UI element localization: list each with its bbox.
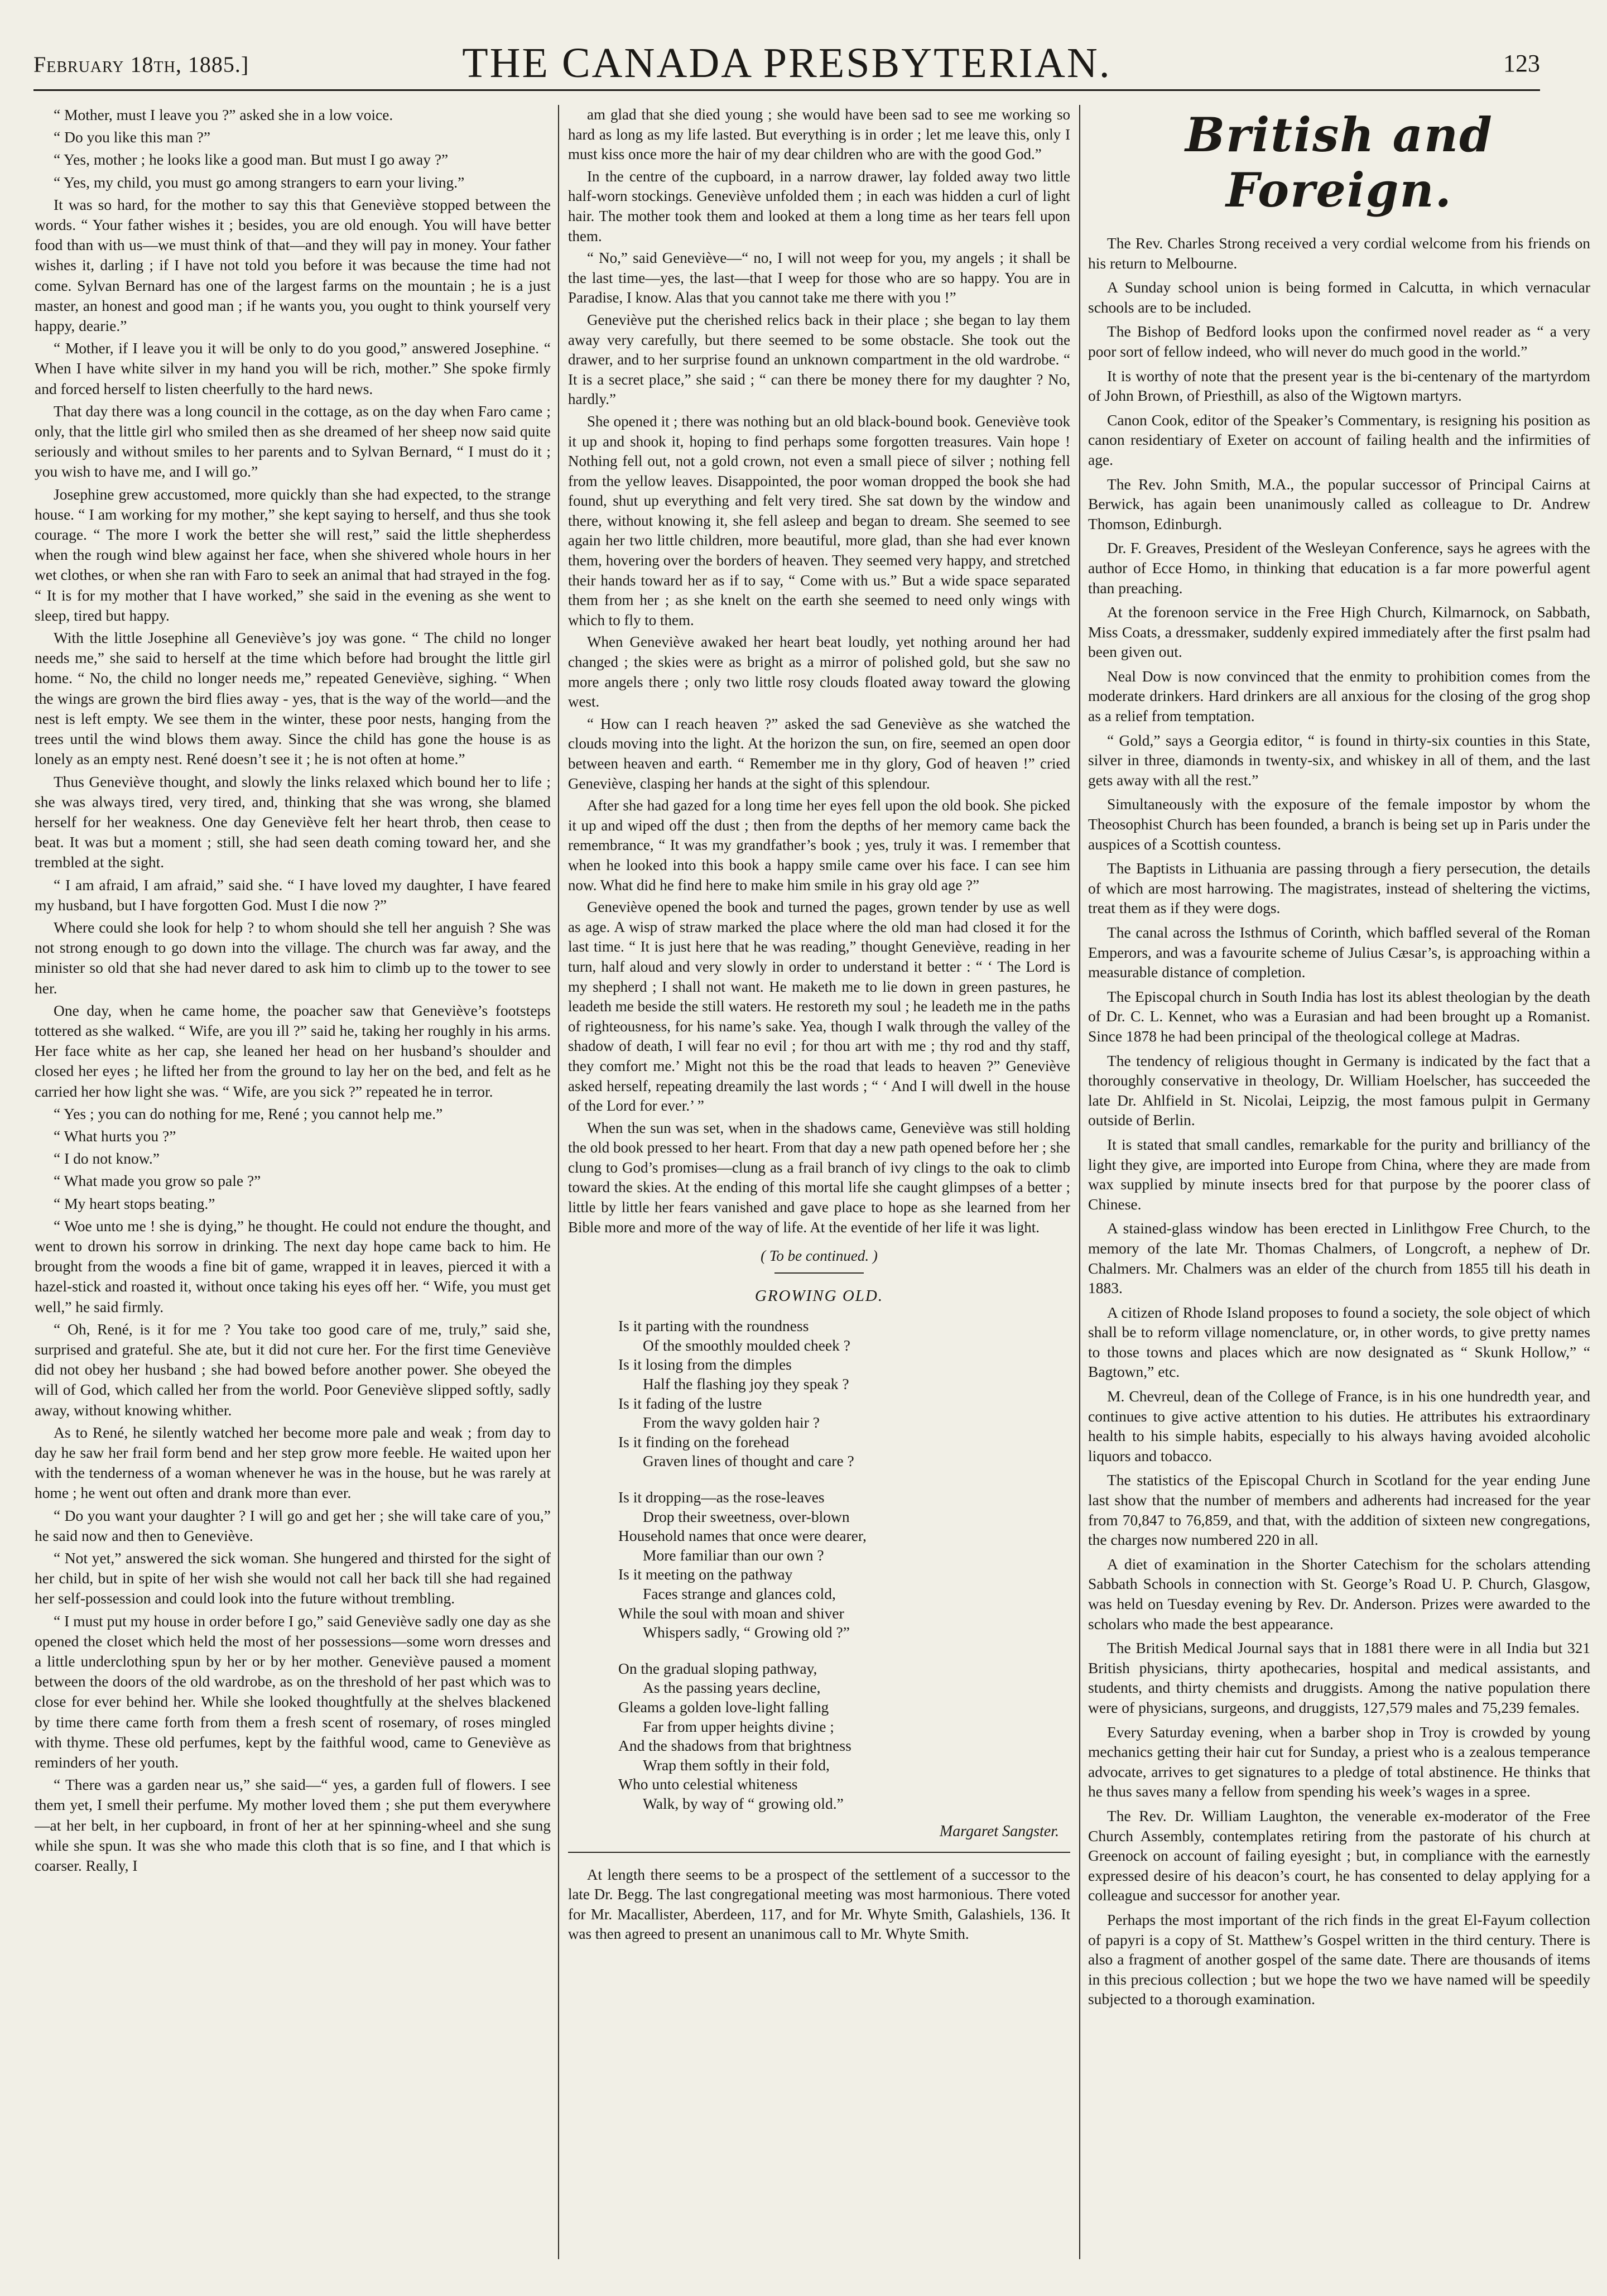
news-item: The statistics of the Episcopal Church in Scotland for the year ending June last show that the number of members and adherents had increased for the year from 70,847 to 76,859, and that, with the addition of sixteen new congregations, the charges now numbered 220 in all. <box>1088 1471 1590 1549</box>
news-item: The Episcopal church in South India has lost its ablest theologian by the death of Dr. C. L. Kennet, who was a Eurasian and had been brought up a Romanist. Since 1878 he had been principal of the theological college at Madras. <box>1088 987 1590 1045</box>
poem-line: Gleams a golden love-light falling <box>618 1698 829 1716</box>
news-item: At the forenoon service in the Free High Church, Kilmarnock, on Sabbath, Miss Coats, a dressmaker, suddenly expired immediately after the first psalm had been given out. <box>1088 603 1590 661</box>
poem-line: Is it parting with the roundness <box>618 1317 809 1335</box>
news-item: The Rev. John Smith, M.A., the popular successor of Principal Cairns at Berwick, has again been unanimously called as colleague to Dr. Andrew Thomson, Edinburgh. <box>1088 475 1590 532</box>
divider <box>568 1852 1070 1853</box>
poem-line: Far from upper heights divine ; <box>643 1717 834 1735</box>
story-paragraph: With the little Josephine all Geneviève’s joy was gone. “ The child no longer needs me,” she said to herself at the time which before had brought the little girl home. “ No, the child no longer needs me,” repeated Geneviève, sighing. “ When the wings are grown the bird flies away - yes, that is the way of the world—and the nest is left empty. We see them in the winter, these poor nests, hanging from the trees until the wind blows them away. Since the child has gone the house is as lonely as an empty nest. René doesn’t see it ; he is not often at home.” <box>35 629 551 768</box>
story-paragraph: It was so hard, for the mother to say this that Geneviève stopped between the words. “ Your father wishes it ; besides, you are old enough. You will have better food than with us—we must think of that—and they will pay in money. Your father wishes it, darling ; if I have not told you before it was because the time had not come. Sylvan Bernard has one of the largest farms on the mountain ; he is a just master, an honest and good man ; if he wants you, you ought to think yourself very happy, dearie.” <box>35 195 551 335</box>
story-paragraph: After she had gazed for a long time her eyes fell upon the old book. She picked it up and wiped off the dust ; then from the depths of her memory came back the remembrance, “ It was my grandfather’s book ; yes, truly it was. I remember that when he looked into this book a happy smile came over his face. I can see him now. What did he find here to make him smile in his gray old age ?” <box>568 797 1070 894</box>
story-paragraph: “ Woe unto me ! she is dying,” he thought. He could not endure the thought, and went to drown his sorrow in drinking. The next day hope came back to him. He brought from the woods a fine bit of game, wrapped it in leaves, pierced it with a hazel-stick and roasted it, without once taking his eyes off her. “ Wife, you must get well,” he said firmly. <box>35 1217 551 1315</box>
story-paragraph: “ No,” said Geneviève—“ no, I will not weep for you, my angels ; it shall be the last time—yes, the last—that I weep for those who are so happy. You are in Paradise, I know. Alas that you cannot take me there with you !” <box>568 249 1070 306</box>
news-item: A stained-glass window has been erected in Linlithgow Free Church, to the memory of the late Mr. Thomas Chalmers, of Longcroft, a nephew of Dr. Chalmers. Mr. Chalmers was an elder of the church from 1855 till his death in 1883. <box>1088 1219 1590 1297</box>
story-paragraph: She opened it ; there was nothing but an old black-bound book. Geneviève took it up and shook it, hoping to find perhaps some forgotten treasures. Vain hope ! Nothing fell out, not a gold crown, not even a small piece of silver ; nothing fell from the yellow leaves. Disappointed, the poor woman dropped the book she had found, shut up everything and felt very tired. She sat down by the window and there, without knowing it, she fell asleep and began to dream. She seemed to see again her two little children, more beautiful, more glad, than she had ever known them, hovering over the borders of heaven. They seemed very happy, and stretched their hands toward her as if to say, “ Come with us.” But a wide space separated them from her ; as she knelt on the earth she seemed to need only wings with which to fly to them. <box>568 412 1070 628</box>
poem-line: Is it fading of the lustre <box>618 1394 762 1412</box>
poem-stanza <box>618 1317 1070 1471</box>
story-paragraph: “ Mother, must I leave you ?” asked she in a low voice. <box>54 106 393 123</box>
story-paragraph: “ Do you want your daughter ? I will go and get her ; she will take care of you,” he said now and then to Geneviève. <box>35 1506 551 1544</box>
poem-line: Is it losing from the dimples <box>618 1356 792 1373</box>
poem-line: Is it meeting on the pathway <box>618 1565 793 1583</box>
news-item: Canon Cook, editor of the Speaker’s Commentary, is resigning his position as canon residentiary of Exeter on account of failing health and the infirmities of age. <box>1088 411 1590 468</box>
story-paragraph: am glad that she died young ; she would have been sad to see me working so hard as long as my life lasted. But everything is in order ; let me leave this, only I must kiss once more the hair of my dear children who are with the good God.” <box>568 106 1070 163</box>
poem-line: Walk, by way of “ growing old.” <box>643 1794 844 1812</box>
story-paragraph: “ Mother, if I leave you it will be only to do you good,” answered Josephine. “ When I have white silver in my hand you will be rich, mother.” She spoke firmly and forced herself to listen cheerfully to the hard news. <box>35 339 551 397</box>
story-paragraph: Thus Geneviève thought, and slowly the links relaxed which bound her to life ; she was always tired, very tired, and, thinking that she was wrong, she blamed herself for her weakness. One day Geneviève felt her heart throb, then cease to beat. It was but a moment ; still, she had seen death coming toward her, and she trembled at the sight. <box>35 772 551 871</box>
story-paragraph: As to René, he silently watched her become more pale and weak ; from day to day he saw her frail form bend and her step grow more feeble. He waited upon her with the tenderness of a woman whenever he was in the house, but he was rarely at home ; he went out often and drank more than ever. <box>35 1423 551 1502</box>
story-paragraph: “ Yes, my child, you must go among strangers to earn your living.” <box>54 173 465 191</box>
news-item: Neal Dow is now convinced that the enmity to prohibition comes from the moderate drinkers. Hard drinkers are all anxious for the closing of the grog shop as a relief from temptation. <box>1088 667 1590 725</box>
story-column-middle <box>568 105 1070 2270</box>
column-rule <box>1079 105 1080 2259</box>
poem-line: Who unto celestial whiteness <box>618 1775 798 1793</box>
story-paragraph: “ How can I reach heaven ?” asked the sad Geneviève as she watched the clouds moving into the light. At the horizon the sun, on fire, seemed an open door between heaven and earth. “ Remember me in thy glory, God of heaven !” cried Geneviève, clasping her hands at the sight of this splendour. <box>568 715 1070 792</box>
news-item: The Bishop of Bedford looks upon the confirmed novel reader as “ a very poor sort of fellow indeed, who will never do much good in the world.” <box>1088 323 1590 360</box>
issue-date: February 18th, 1885.] <box>33 52 249 77</box>
poem <box>568 1317 1070 1813</box>
news-item: It is worthy of note that the present year is the bi-centenary of the martyrdom of John Brown, of Priesthill, as also of the Wigtown martyrs. <box>1088 367 1590 405</box>
news-item: The British Medical Journal says that in 1881 there were in all India but 321 British physicians, thirty apothecaries, hospital and medical assistants, and students, and thirty chemists and druggists. Among the native population there were of physicians, surgeons, and druggists, 127,579 males and 75,239 females. <box>1088 1639 1590 1716</box>
poem-line: Of the smoothly moulded cheek ? <box>643 1336 850 1354</box>
news-item: Every Saturday evening, when a barber shop in Troy is crowded by young mechanics getting their hair cut for Sunday, a priest who is a zealous temperance advocate, arrives to get signatures to a pledge of total abstinence. He thinks that he thus saves many a fellow from spending his week’s wages in a spree. <box>1088 1723 1590 1800</box>
poem-stanza <box>618 1488 1070 1642</box>
poem-line: Is it finding on the forehead <box>618 1433 790 1450</box>
news-item: The Baptists in Lithuania are passing through a fiery persecution, the details of which are most harrowing. The magistrates, instead of sheltering the victims, treat them as if they were dogs. <box>1088 859 1590 917</box>
news-item: M. Chevreul, dean of the College of France, is in his one hundredth year, and continues to give active attention to his duties. He attributes his extraordinary health to his simple habits, especially to his always having avoided alcoholic liquors and tobacco. <box>1088 1387 1590 1464</box>
section-heading: British and Foreign. <box>1185 107 1493 218</box>
story-paragraph: “ I must put my house in order before I go,” said Geneviève sadly one day as she opened the closet which held the most of her possessions—some worn dresses and a little underclothing spun by her or by her mother. Geneviève paused a moment between the doors of the old wardrobe, as on the threshold of her past which was to close for ever behind her. While she looked thoughtfully at the shelves blackened by time there came forth from them a fresh scent of rosemary, of roses mingled with thyme. These old perfumes, kept by the faithful wood, came to Geneviève as reminders of her youth. <box>35 1612 551 1771</box>
news-paragraph: At length there seems to be a prospect of the settlement of a successor to the late Dr. Begg. The last congregational meeting was most harmonious. There voted for Mr. Macallister, Aberdeen, 117, and for Mr. Whyte Smith, Galashiels, 136. It was then agreed to present an unanimous call to Mr. Whyte Smith. <box>568 1866 1070 1943</box>
story-paragraph: That day there was a long council in the cottage, as on the day when Faro came ; only, that the little girl who smiled then as she dreamed of her sheep now said quite seriously and without smiles to her parents and to Sylvan Bernard, “ I must do it ; you wish to have me, and I will go.” <box>35 402 551 481</box>
poem-line: Household names that once were dearer, <box>618 1527 867 1545</box>
poem-line: Graven lines of thought and care ? <box>643 1452 854 1470</box>
story-paragraph: “ Yes ; you can do nothing for me, René ; you cannot help me.” <box>54 1104 443 1122</box>
news-item: A diet of examination in the Shorter Catechism for the scholars attending Sabbath Schools in connection with St. George’s Road U. P. Church, Glasgow, was held on Tuesday evening by Rev. Dr. Anderson. Prizes were awarded to the scholars who made the best appearance. <box>1088 1555 1590 1632</box>
story-paragraph: Geneviève put the cherished relics back in their place ; she began to lay them away very carefully, but there seemed to be some obstacle. She took out the drawer, and to her surprise found an unknown compartment in the old wardrobe. “ It is a secret place,” she said ; “ can there be money there for my daughter ? No, hardly.” <box>568 311 1070 408</box>
story-paragraph: “ What made you grow so pale ?” <box>54 1172 261 1190</box>
story-paragraph: “ I do not know.” <box>54 1150 160 1168</box>
to-be-continued: ( To be continued. ) <box>761 1247 878 1265</box>
divider <box>774 1272 864 1274</box>
story-paragraph: “ Do you like this man ?” <box>54 128 211 146</box>
poem-line: Half the flashing joy they speak ? <box>643 1375 849 1393</box>
poem-stanza <box>618 1659 1070 1814</box>
news-item: The Rev. Dr. William Laughton, the venerable ex-moderator of the Free Church Assembly, contemplates retiring from the pastorate of his church at Greenock on account of failing eyesight ; but, in compliance with the earnestly expressed desire of his deacon’s court, he has consented to delay applying for a colleague and successor for another year. <box>1088 1807 1590 1904</box>
story-paragraph: Where could she look for help ? to whom should she tell her anguish ? She was not strong enough to go down into the village. The church was far away, and the minister so old that she had never dared to ask him to climb up to the tower to see her. <box>35 918 551 997</box>
poem-line: On the gradual sloping pathway, <box>618 1659 817 1677</box>
poem-line: From the wavy golden hair ? <box>643 1414 820 1432</box>
poem-line: More familiar than our own ? <box>643 1546 824 1564</box>
news-item: The tendency of religious thought in Germany is indicated by the fact that a thoroughly conservative in theology, Dr. William Hoelscher, has succeeded the late Dr. Ahlfield in St. Nicolai, Leipzig, the most famous pulpit in Germany outside of Berlin. <box>1088 1051 1590 1129</box>
poem-line: And the shadows from that brightness <box>618 1737 851 1755</box>
news-item: A Sunday school union is being formed in Calcutta, in which vernacular schools are to be included. <box>1088 278 1590 316</box>
story-paragraph: “ Yes, mother ; he looks like a good man. But must I go away ?” <box>54 151 449 169</box>
story-paragraph: “ I am afraid, I am afraid,” said she. “ I have loved my daughter, I have feared my husband, but I have forgotten God. Must I die now ?” <box>35 876 551 914</box>
story-paragraph: “ What hurts you ?” <box>54 1127 176 1145</box>
news-item: Perhaps the most important of the rich finds in the great El-Fayum collection of papyri is a copy of St. Matthew’s Gospel written in the third century. There is also a fragment of another gospel of the same date. There are thousands of items in this precious collection ; but we hope the two we have named will be speedily subjected to a thorough examination. <box>1088 1910 1590 2008</box>
story-paragraph: “ Oh, René, is it for me ? You take too good care of me, truly,” said she, surprised and grateful. She ate, but it did not cure her. For the first time Geneviève did not obey her husband ; she had bowed before another power. She obeyed the will of God, which called her from the world. Poor Geneviève slipped softly, sadly away, without knowing whither. <box>35 1320 551 1419</box>
page-number: 123 <box>1503 50 1540 77</box>
story-paragraph: One day, when he came home, the poacher saw that Geneviève’s footsteps tottered as she walked. “ Wife, are you ill ?” said he, taking her roughly in his arms. Her face white as her cap, she leaned her head on her husband’s shoulder and closed her eyes ; he lifted her from the ground to lay her on the bed, and felt as he carried her how light she was. “ Wife, are you sick ?” repeated he in terror. <box>35 1001 551 1100</box>
poem-author: Margaret Sangster. <box>939 1822 1059 1840</box>
news-item: The Rev. Charles Strong received a very cordial welcome from his friends on his return to Melbourne. <box>1088 234 1590 272</box>
poem-line: Is it dropping—as the rose-leaves <box>618 1488 825 1506</box>
story-paragraph: “ My heart stops beating.” <box>54 1194 215 1212</box>
poem-line: While the soul with moan and shiver <box>618 1604 844 1622</box>
story-paragraph: “ There was a garden near us,” she said—“ yes, a garden full of flowers. I see them yet, I smell their perfume. My mother loved them ; she put them everywhere—at her belt, in her cupboard, in front of her at her spinning-wheel and she sung while she spun. It was she who made this cloth that is so fine, and I that which is coarser. Really, I <box>35 1776 551 1875</box>
poem-line: Wrap them softly in their fold, <box>643 1756 830 1774</box>
masthead <box>33 39 1540 91</box>
poem-line: Drop their sweetness, over-blown <box>643 1507 850 1525</box>
column-rule <box>558 105 559 2259</box>
news-item: Simultaneously with the exposure of the female impostor by whom the Theosophist Church has been founded, a branch is being set up in Paris under the auspices of a Scottish countess. <box>1088 795 1590 853</box>
news-item: A citizen of Rhode Island proposes to found a society, the sole object of which shall be to reform village nomenclature, or, in other words, to give pretty names to those towns and places which are now designated as “ Skunk Hollow,” “ Bagtown,” etc. <box>1088 1303 1590 1381</box>
poem-line: Faces strange and glances cold, <box>643 1584 836 1602</box>
story-paragraph: “ Not yet,” answered the sick woman. She hungered and thirsted for the sight of her child, but in spite of her wish she would not call her back till she had regained her self-possession and could look into the future without trembling. <box>35 1549 551 1607</box>
story-paragraph: In the centre of the cupboard, in a narrow drawer, lay folded away two little half-worn stockings. Geneviève unfolded them ; in each was hidden a curl of light hair. The mother took them and looked at them a long time as her tears fell upon them. <box>568 167 1070 244</box>
story-paragraph: Geneviève opened the book and turned the pages, grown tender by use as well as age. A wisp of straw marked the place where the old man had closed it for the last time. “ It is just here that he was reading,” thought Geneviève, reading in her turn, half aloud and very slowly in order to understand it better : “ ‘ The Lord is my shepherd ; I shall not want. He maketh me to lie down in green pastures, he leadeth me beside the still waters. He restoreth my soul ; he leadeth me in the paths of righteousness, for his name’s sake. Yea, though I walk through the valley of the shadow of death, I will fear no evil ; for thou art with me ; thy rod and thy staff, they comfort me.’ Might not this be the road that leads to heaven ?” Geneviève asked herself, repeating dreamily the last words ; “ ‘ And I will dwell in the house of the Lord for ever.’ ” <box>568 899 1070 1115</box>
poem-title: GROWING OLD. <box>754 1287 884 1305</box>
news-item: “ Gold,” says a Georgia editor, “ is found in thirty-six counties in this State, silver in three, diamonds in twenty-six, and whiskey in all of them, and the last gets away with all the rest.” <box>1088 731 1590 789</box>
news-item: It is stated that small candles, remarkable for the purity and brilliancy of the light they give, are imported into Europe from China, where they are made from wax supplied by minute insects bred for that purpose by the poorer class of Chinese. <box>1088 1135 1590 1213</box>
news-column-right <box>1088 105 1590 2270</box>
story-paragraph: Josephine grew accustomed, more quickly than she had expected, to the strange house. “ I am working for my mother,” she kept saying to herself, and thus she took courage. “ The more I work the better she will rest,” said the little shepherdess when the rough wind blew against her face, when she shivered whole hours in her wet clothes, or when she ran with Faro to seek an animal that had strayed in the fog. “ It is for my mother that I have worked,” she said in the evening as she went to sleep, tired but happy. <box>35 485 551 624</box>
poem-line: Whispers sadly, “ Growing old ?” <box>643 1623 850 1641</box>
newspaper-title: THE CANADA PRESBYTERIAN. <box>462 40 1112 87</box>
story-column-left <box>35 105 551 2270</box>
news-item: Dr. F. Greaves, President of the Wesleyan Conference, says he agrees with the author of Ecce Homo, in thinking that education is a far more powerful agent than preaching. <box>1088 539 1590 597</box>
news-item: The canal across the Isthmus of Corinth, which baffled several of the Roman Emperors, and was a favourite scheme of Julius Cæsar’s, is approaching within a measurable distance of completion. <box>1088 924 1590 981</box>
poem-line: As the passing years decline, <box>643 1679 821 1697</box>
story-paragraph: When the sun was set, when in the shadows came, Geneviève was still holding the old book pressed to her heart. From that day a new path opened before her ; she clung to God’s promises—clung as a frail branch of ivy clings to the oak to climb toward the skies. At the ending of this mortal life she caught glimpses of a better ; little by little her fears vanished and gave place to hope as she learned from her Bible more and more of the way of life. At the eventide of her life it was light. <box>568 1119 1070 1236</box>
story-paragraph: When Geneviève awaked her heart beat loudly, yet nothing around her had changed ; the skies were as bright as a mirror of polished gold, but she saw no more angels there ; only two little rosy clouds floated away toward the glowing west. <box>568 633 1070 710</box>
